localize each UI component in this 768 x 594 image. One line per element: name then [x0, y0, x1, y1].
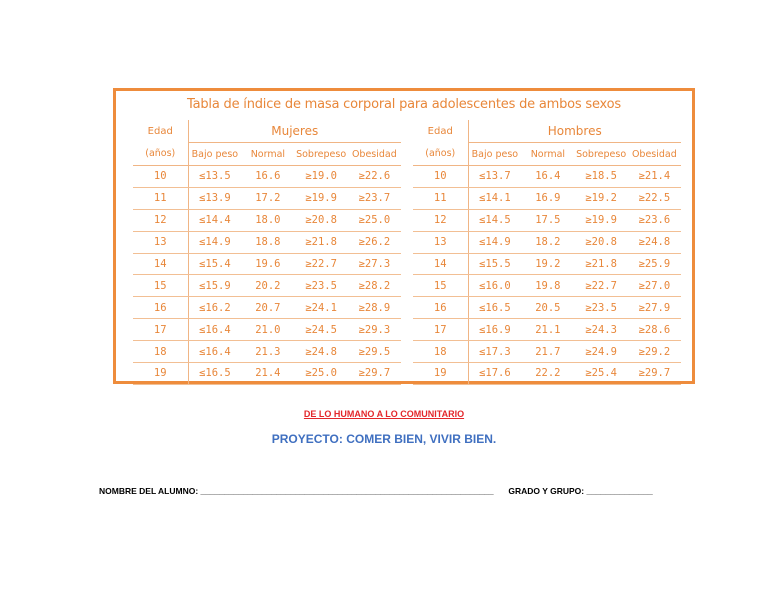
age-cell: 11 [413, 187, 468, 209]
bmi-value-cell: ≥22.5 [628, 187, 681, 209]
age-header-top: Edad [413, 120, 468, 143]
bmi-value-cell: ≥29.5 [348, 341, 401, 363]
bmi-value-cell: ≤17.3 [468, 341, 521, 363]
bmi-value-cell: ≥28.2 [348, 275, 401, 297]
bmi-value-cell: ≤13.7 [468, 166, 521, 188]
age-cell: 16 [133, 297, 188, 319]
bmi-value-cell: ≥28.6 [628, 319, 681, 341]
bmi-value-cell: ≥19.9 [575, 209, 628, 231]
bmi-value-cell: ≥23.7 [348, 187, 401, 209]
col-header-normal: Normal [241, 143, 294, 166]
table-row [133, 341, 401, 363]
table-row [413, 231, 681, 253]
bmi-value-cell: ≥20.8 [295, 209, 348, 231]
col-header-overweight: Sobrepeso [575, 143, 628, 166]
col-header-underweight: Bajo peso [468, 143, 521, 166]
women-table [133, 120, 401, 385]
bmi-value-cell: 17.5 [521, 209, 574, 231]
table-row [133, 319, 401, 341]
bmi-value-cell: ≥29.7 [628, 363, 681, 385]
bmi-value-cell: ≥21.4 [628, 166, 681, 188]
project-title: PROYECTO: COMER BIEN, VIVIR BIEN. [271, 432, 497, 446]
age-cell: 15 [413, 275, 468, 297]
bmi-value-cell: ≤15.5 [468, 253, 521, 275]
col-header-underweight: Bajo peso [188, 143, 241, 166]
bmi-value-cell: ≤13.9 [188, 187, 241, 209]
bmi-value-cell: 20.7 [241, 297, 294, 319]
age-cell: 12 [133, 209, 188, 231]
bmi-value-cell: 17.2 [241, 187, 294, 209]
bmi-value-cell: ≥29.2 [628, 341, 681, 363]
bmi-value-cell: ≥24.1 [295, 297, 348, 319]
bmi-value-cell: ≤16.4 [188, 319, 241, 341]
bmi-value-cell: ≥21.8 [575, 253, 628, 275]
bmi-value-cell: ≥26.2 [348, 231, 401, 253]
bmi-value-cell: ≥19.0 [295, 166, 348, 188]
grade-group-field[interactable]: ______________ [586, 486, 653, 496]
student-name-label: NOMBRE DEL ALUMNO: [99, 486, 199, 496]
table-row [413, 253, 681, 275]
age-cell: 14 [133, 253, 188, 275]
age-header-unit: (años) [413, 143, 468, 166]
bmi-value-cell: ≥27.9 [628, 297, 681, 319]
bmi-value-cell: 21.3 [241, 341, 294, 363]
bmi-value-cell: 21.0 [241, 319, 294, 341]
age-cell: 10 [133, 166, 188, 188]
age-cell: 16 [413, 297, 468, 319]
bmi-value-cell: ≥23.5 [575, 297, 628, 319]
table-row [413, 297, 681, 319]
table-row [133, 187, 401, 209]
bmi-value-cell: ≥18.5 [575, 166, 628, 188]
age-cell: 19 [133, 363, 188, 385]
bmi-value-cell: 16.9 [521, 187, 574, 209]
age-cell: 10 [413, 166, 468, 188]
bmi-value-cell: ≥24.5 [295, 319, 348, 341]
bmi-value-cell: 19.8 [521, 275, 574, 297]
bmi-value-cell: 21.4 [241, 363, 294, 385]
bmi-value-cell: 18.8 [241, 231, 294, 253]
bmi-value-cell: ≥24.9 [575, 341, 628, 363]
age-cell: 13 [133, 231, 188, 253]
bmi-value-cell: ≥20.8 [575, 231, 628, 253]
table-row [413, 209, 681, 231]
men-rows [413, 166, 681, 385]
bmi-value-cell: ≥27.3 [348, 253, 401, 275]
bmi-table-title: Tabla de índice de masa corporal para adolescentes de ambos sexos [187, 97, 621, 112]
bmi-value-cell: ≤16.4 [188, 341, 241, 363]
col-header-overweight: Sobrepeso [295, 143, 348, 166]
table-row [413, 166, 681, 188]
bmi-value-cell: 18.2 [521, 231, 574, 253]
bmi-value-cell: ≤16.9 [468, 319, 521, 341]
bmi-value-cell: ≥25.0 [348, 209, 401, 231]
age-cell: 14 [413, 253, 468, 275]
table-row [413, 341, 681, 363]
bmi-value-cell: ≥22.7 [295, 253, 348, 275]
bmi-value-cell: ≥25.9 [628, 253, 681, 275]
table-row [133, 209, 401, 231]
bmi-value-cell: ≥25.0 [295, 363, 348, 385]
bmi-value-cell: 21.1 [521, 319, 574, 341]
bmi-value-cell: ≥19.9 [295, 187, 348, 209]
bmi-value-cell: 20.5 [521, 297, 574, 319]
bmi-table-card [113, 88, 695, 384]
col-header-normal: Normal [521, 143, 574, 166]
bmi-value-cell: ≥22.7 [575, 275, 628, 297]
bmi-value-cell: ≥23.5 [295, 275, 348, 297]
bmi-value-cell: ≤14.1 [468, 187, 521, 209]
student-name-field[interactable]: ______________________________________________________________ [200, 486, 494, 496]
women-rows [133, 166, 401, 385]
bmi-value-cell: 19.6 [241, 253, 294, 275]
age-cell: 18 [133, 341, 188, 363]
women-bmi-table [133, 120, 401, 385]
age-cell: 17 [133, 319, 188, 341]
bmi-value-cell: ≤16.5 [468, 297, 521, 319]
table-row [413, 363, 681, 385]
bmi-value-cell: ≤14.9 [468, 231, 521, 253]
bmi-value-cell: ≥27.0 [628, 275, 681, 297]
age-header-unit: (años) [133, 143, 188, 166]
bmi-value-cell: ≤15.9 [188, 275, 241, 297]
age-cell: 18 [413, 341, 468, 363]
table-row [133, 231, 401, 253]
bmi-value-cell: 19.2 [521, 253, 574, 275]
bmi-value-cell: 18.0 [241, 209, 294, 231]
bmi-value-cell: 21.7 [521, 341, 574, 363]
bmi-value-cell: ≤14.4 [188, 209, 241, 231]
col-header-obesity: Obesidad [628, 143, 681, 166]
subject-caption: DE LO HUMANO A LO COMUNITARIO [303, 409, 465, 419]
age-cell: 19 [413, 363, 468, 385]
bmi-value-cell: ≤15.4 [188, 253, 241, 275]
men-group-header: Hombres [468, 120, 681, 143]
men-table [413, 120, 681, 385]
bmi-value-cell: ≥23.6 [628, 209, 681, 231]
bmi-value-cell: ≤16.5 [188, 363, 241, 385]
men-bmi-table [413, 120, 681, 385]
bmi-value-cell: ≤17.6 [468, 363, 521, 385]
age-header-top: Edad [133, 120, 188, 143]
bmi-value-cell: ≤16.0 [468, 275, 521, 297]
table-row [133, 275, 401, 297]
age-cell: 11 [133, 187, 188, 209]
age-cell: 13 [413, 231, 468, 253]
bmi-value-cell: ≥29.3 [348, 319, 401, 341]
age-cell: 15 [133, 275, 188, 297]
table-row [413, 187, 681, 209]
col-header-obesity: Obesidad [348, 143, 401, 166]
bmi-value-cell: ≥25.4 [575, 363, 628, 385]
bmi-value-cell: 16.4 [521, 166, 574, 188]
bmi-value-cell: ≥24.8 [295, 341, 348, 363]
bmi-value-cell: ≤14.9 [188, 231, 241, 253]
table-row [413, 319, 681, 341]
bmi-value-cell: 16.6 [241, 166, 294, 188]
table-row [413, 275, 681, 297]
table-row [133, 253, 401, 275]
bmi-value-cell: ≥28.9 [348, 297, 401, 319]
bmi-value-cell: ≥19.2 [575, 187, 628, 209]
age-cell: 17 [413, 319, 468, 341]
student-form-line [99, 486, 699, 496]
bmi-value-cell: ≥24.8 [628, 231, 681, 253]
bmi-value-cell: 20.2 [241, 275, 294, 297]
bmi-value-cell: ≥24.3 [575, 319, 628, 341]
bmi-value-cell: 22.2 [521, 363, 574, 385]
bmi-value-cell: ≥21.8 [295, 231, 348, 253]
table-row [133, 297, 401, 319]
bmi-value-cell: ≤13.5 [188, 166, 241, 188]
bmi-value-cell: ≤14.5 [468, 209, 521, 231]
bmi-value-cell: ≥22.6 [348, 166, 401, 188]
table-row [133, 363, 401, 385]
women-group-header: Mujeres [188, 120, 401, 143]
bmi-value-cell: ≤16.2 [188, 297, 241, 319]
table-row [133, 166, 401, 188]
grade-group-label: GRADO Y GRUPO: [508, 486, 585, 496]
age-cell: 12 [413, 209, 468, 231]
bmi-value-cell: ≥29.7 [348, 363, 401, 385]
